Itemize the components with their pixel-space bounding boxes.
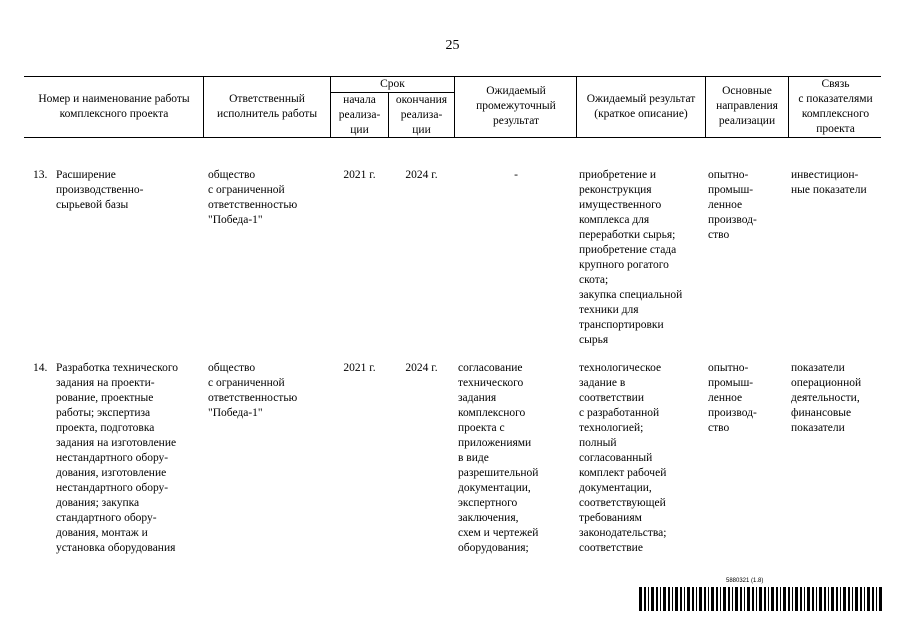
header-divider [788,76,789,137]
header-executor: Ответственный исполнитель работы [216,93,318,120]
header-srok: Срок [380,78,405,90]
row-14-number: 14. [33,362,48,374]
header-divider [705,76,706,137]
row-13-executor: общество с ограниченной ответственностью "Победа-1" [208,169,298,226]
page-number: 25 [445,38,460,53]
row-13-name: Расширение производственно- сырьевой базы [56,169,144,211]
row-13-start: 2021 г. [343,169,376,181]
row-13-number: 13. [33,169,48,181]
barcode-icon [639,587,883,611]
row-14-name: Разработка технического задания на проекти- рование, проектные работы; экспертиза проекта, подготовка задания на изготовление нестандартного обору- дования, изготовление нестандартного обору- дования; закупка стандартного обору- дования, монтаж и установка оборудования [56,362,179,554]
row-13-end: 2024 г. [405,169,438,181]
row-14-direction: опытно- промыш- ленное производ- ство [708,362,757,434]
header-expected-result: Ожидаемый результат (краткое описание) [586,93,696,120]
row-14-indicators: показатели операционной деятельности, финансовые показатели [791,362,862,434]
header-directions: Основные направления реализации [716,85,778,127]
row-13-indicators: инвестицион- ные показатели [791,169,867,196]
header-divider [203,76,204,137]
row-13-result: приобретение и реконструкция имущественного комплекса для переработки сырья; приобретение стада крупного рогатого скота; закупка специальной техники для транспортировки сырья [579,169,683,346]
header-start: начала реализа- ции [338,94,381,136]
header-work-name: Номер и наименование работы комплексного проекта [38,93,190,120]
row-14-end: 2024 г. [405,362,438,374]
row-14-intermediate: согласование технического задания комплексного проекта с приложениями в виде разрешительной документации, экспертного заключения, схем и чертежей оборудования; [458,362,539,554]
barcode-label: 5880321 (1.8) [726,578,764,584]
row-13-direction: опытно- промыш- ленное производ- ство [708,169,757,241]
header-divider [454,76,455,137]
header-intermediate-result: Ожидаемый промежуточный результат [476,85,556,127]
row-14-start: 2021 г. [343,362,376,374]
row-14-executor: общество с ограниченной ответственностью "Победа-1" [208,362,298,419]
header-divider [576,76,577,137]
header-indicators: Связь с показателями комплексного проекта [798,78,873,135]
row-14-result: технологическое задание в соответствии с разработанной технологией; полный согласованный комплект рабочей документации, соответствующей требованиям законодательства; соответствие [579,362,667,554]
header-end: окончания реализа- ции [395,94,448,136]
row-13-intermediate: - [514,169,518,181]
